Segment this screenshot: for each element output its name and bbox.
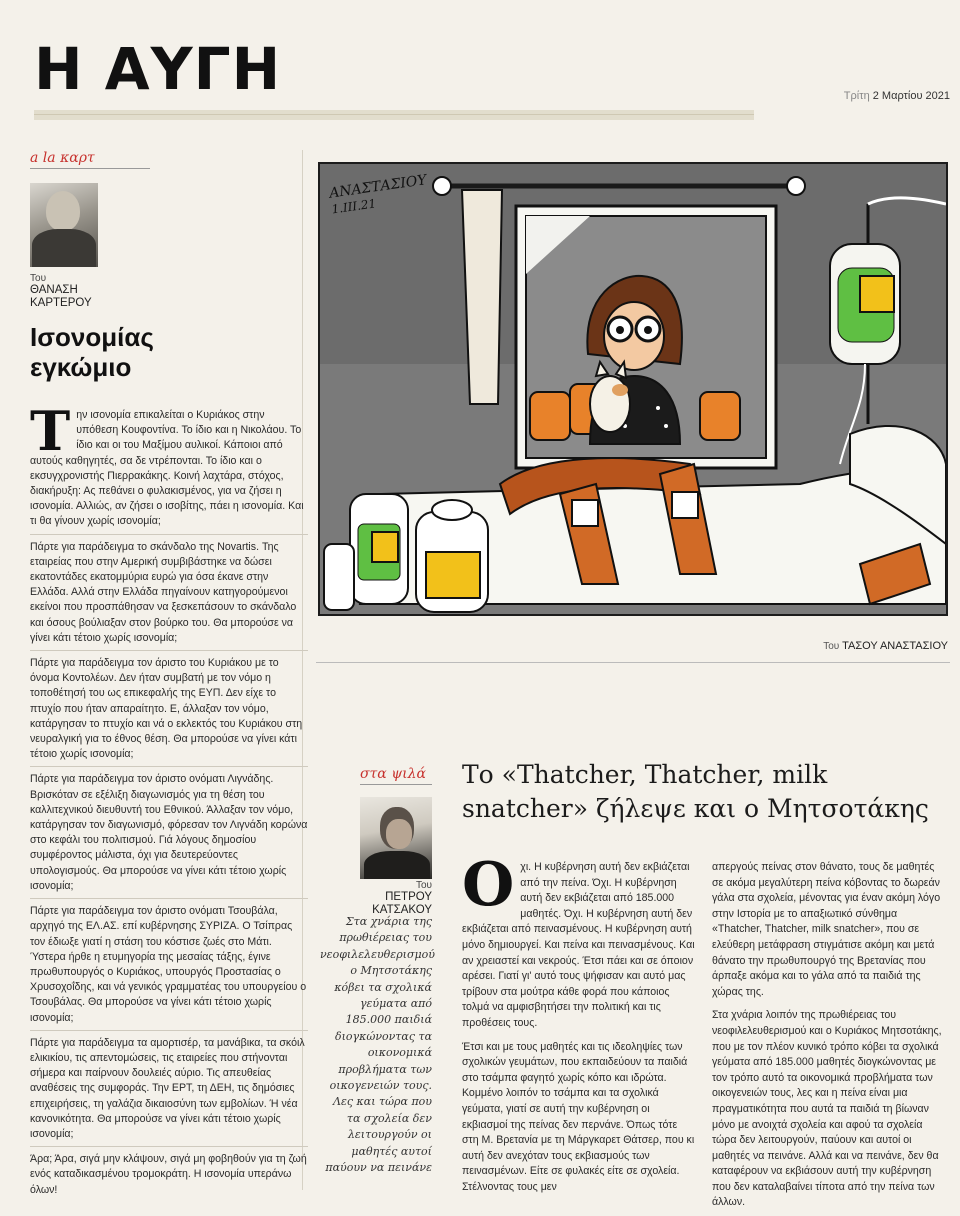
- author-photo: [360, 797, 432, 879]
- cartoon-date: 1.III.21: [330, 196, 377, 217]
- article-paragraph: Πάρτε για παράδειγμα τον άριστο ονόματι Λιγνάδης. Βρισκόταν σε εξέλιξη διαγωνισμός για τη θέση του καλλιτεχνικού διευθυντή του Εθνικού. Άλλαξαν τον νόμο, κατάργησαν τον διαγωνισμό, φόρεσαν τον Λιγνάδη κορώνα στο κεφάλι του πολιτισμού. Γιά λόγους δημοσίου συμφέροντος μάλιστα, όχι για δευτερεύοντες υπολογισμούς. Θα μπορούσε να γίνει κάτι τέτοιο χωρίς ισονομία;: [30, 772, 308, 899]
- rubric-underline: [30, 168, 150, 169]
- article-column-2: [712, 860, 948, 1216]
- byline-prefix: Του: [30, 273, 47, 284]
- article-headline: Ισονομίας εγκώμιο: [30, 322, 154, 382]
- column-rubric: στα ψιλά: [360, 766, 427, 782]
- article-column-1: [462, 850, 696, 1203]
- author-name: ΘΑΝΑΣΗ ΚΑΡΤΕΡΟΥ: [30, 284, 92, 309]
- article-paragraph: Οχι. Η κυβέρνηση αυτή δεν εκβιάζεται από την πείνα. Όχι. Η κυβέρνηση αυτή δεν εκβιάζεται από 185.000 μαθητές. Όχι. Η κυβέρνηση αυτή δεν εκβιάζεται από πεινασμένους. Η κυβέρνηση αυτή μόνο δημιουργεί. Και πείνα και πεινασμένους. Και αν χρειαστεί και νεκρούς. Έτσι πάει και σε όποιον αρέσει. Γιατί γι' αυτό τους ψήφισαν και αυτό μας τρίβουν στα μούτρα κάθε φορά που κάποιος τολμά να αμφισβητήσει την πολιτική και τις προθέσεις τους.: [462, 850, 695, 1029]
- cartoonist-name: ΤΑΣΟΥ ΑΝΑΣΤΑΣΙΟΥ: [842, 640, 948, 652]
- cartoon-credit: [823, 640, 948, 652]
- rubric-underline: [360, 784, 432, 785]
- author-photo-body: [364, 851, 430, 879]
- author-name: ΠΕΤΡΟΥ ΚΑΤΣΑΚΟΥ: [372, 891, 432, 916]
- article-paragraph: Άρα; Άρα, σιγά μην κλάψουν, σιγά μη φοβηθούν για τη ζωή ενός καταδικασμένου τρομοκράτη. Η ισονομία υπεράνω όλων!: [30, 1153, 307, 1196]
- issue-date: [844, 90, 950, 102]
- editorial-cartoon: [318, 162, 948, 616]
- cartoon-illustration: [320, 164, 946, 614]
- dropcap: Τ: [30, 399, 71, 463]
- author-photo: [30, 183, 98, 267]
- article-paragraph: Πάρτε για παράδειγμα τα αμορτισέρ, τα μανάβικα, τα σκόιλ ελικικίου, τις απεντομώσεις, τις εταιρείες που στήνονται σήμερα και παίρνουν δουλειές αύριο. Τις απευθείας αναθέσεις της συμφοράς. Την ΕΡΤ, τη ΔΕΗ, τις δημόσιες επιχειρήσεις, τη γαλάζια δικαιοσύνη των εμβολίων. Ή νέα κανονικότητα. Θα μπορούσε να γίνει κάτι τέτοιο χωρίς ισονομία;: [30, 1036, 308, 1147]
- author-photo-body: [32, 229, 96, 267]
- article-paragraph: Την ισονομία επικαλείται ο Κυριάκος στην υπόθεση Κουφοντίνα. Το ίδιο και η Νικολάου. Το ίδιο και οι του Μαξίμου αυλικοί. Κάποιοι από αυτούς καθηγητές, σα δε ντρέπονται. Το ίδιο και ο εκσυγχρονιστής Πιερρακάκης. Κοινή λαχτάρα, στόχος, διακήρυξη: Ας πεθάνει ο φυλακισμένος, για να ζήσει η ισονομία. Αλλιώς, αν ζήσει ο ισοβίτης, πάει η ισονομία. Και τι θα γίνουν χωρίς ισονομία;: [30, 408, 308, 535]
- issue-date-text: 2 Μαρτίου 2021: [872, 90, 950, 102]
- dropcap: Ο: [462, 850, 515, 920]
- column-rubric: a la καρτ: [30, 150, 95, 166]
- right-byline: [320, 880, 432, 917]
- article-paragraph: Πάρτε για παράδειγμα τον άριστο του Κυριάκου με το όνομα Κοντολέων. Δεν ήταν συμβατή με τον νόμο η τοποθέτησή του ως επικεφαλής της ΕΥΠ. Δεν είχε το πτυχίο που ήταν απαραίτητο. Ε, άλλαξαν τον νόμο, κατάργησαν το πτυχίο και νά ο εκλεκτός του Κυριάκου στη νευραλγική για το έθνος θέση. Θα μπορούσε να γίνει κάτι τέτοιο χωρίς ισονομία;: [30, 656, 308, 767]
- author-photo-face: [386, 819, 412, 849]
- article-paragraph: Πάρτε για παράδειγμα τον άριστο ονόματι Τσουβάλα, αρχηγό της ΕΛ.ΑΣ. επί κυβέρνησης ΣΥΡΙΖΑ. Ο Τσίπρας τον έδιωξε γιατί η στάση του κόστισε ζωές στο Μάτι. Ύστερα ήρθε η ετυμηγορία της μεσαίας τάξης, έγινε πρωθυπουργός ο Κυριάκος, υπουργός Προστασίας ο Χρυσοχοΐδης, και νά γενικός γραμματέας του υπουργείου ο Τσουβάλας. Θα μπορούσε να γίνει κάτι τέτοιο χωρίς ισονομία;: [30, 904, 308, 1031]
- article-paragraph: Πάρτε για παράδειγμα το σκάνδαλο της Novartis. Της εταιρείας που στην Αμερική συμβιβάστηκε να δώσει εκατοντάδες εκατομμύρια ευρώ για όσα έκανε στην Ελλάδα. Αλλά στην Ελλάδα πηγαίνουν κατηγορούμενοι εκείνοι που προσπάθησαν να ξεσκεπάσουν το σκάνδαλο και όσους βούλιαξαν στον βούρκο του. Θα μπορούσε να γίνει κάτι τέτοιο χωρίς ισονομία;: [30, 540, 308, 651]
- right-article-rubric-box: [360, 766, 432, 879]
- article-excerpt: Στα χνάρια της πρωθιέρειας του νεοφιλελευθερισμού ο Μητσοτάκης κόβει τα σχολικά γεύματα από 185.000 παιδιά διογκώνοντας τα οικονομικά προβλήματα των οικογενειών τους. Λες και τώρα που τα σχολεία δεν λειτουργούν οι μαθητές αυτοί παύουν να πεινάνε: [320, 915, 435, 1175]
- newspaper-masthead: Η ΑΥΓΗ: [34, 35, 282, 103]
- author-photo-head: [46, 191, 80, 231]
- article-paragraph: Στα χνάρια λοιπόν της πρωθιέρειας του νεοφιλελευθερισμού και ο Κυριάκος Μητσοτάκης, που με τον πλέον κυνικό τρόπο κόβει τα σχολικά γεύματα από 185.000 μαθητές διογκώνοντας με τον τρόπο αυτό τα οικονομικά προβλήματα των οικογενειών τους, λες και η πείνα είναι μια πραγματικότητα που αυτά τα παιδιά τη βίωναν μόνο με ανοιχτά σχολεία και αφού τα σχολεία τώρα δεν λειτουργούν, παύουν και αυτοί οι μαθητές να πεινάνε. Αλλά και να πεινάνε, δεν θα καταφέρουν να εκβιάσουν αυτή την κυβέρνηση που δεν καταλαβαίνει τίποτα από την πείνα των άλλων.: [712, 1009, 942, 1209]
- issue-day: Τρίτη: [843, 90, 870, 102]
- byline-prefix: Του: [415, 880, 432, 891]
- cartoonist-signature: ΑΝΑΣΤΑΣΙΟΥ: [328, 172, 428, 202]
- article-headline: Το «Thatcher, Thatcher, milk snatcher» ζήλεψε και ο Μητσοτάκης: [462, 760, 929, 823]
- article-paragraph: Έτσι και με τους μαθητές και τις ιδεοληψίες των σχολικών γευμάτων, που εκπαιδεύουν τα παιδιά στο τσάμπα φαγητό χωρίς κόπο και ιδρώτα. Κομμένο λοιπόν το τσάμπα και τα σχολικά γεύματα, γιατί σε αυτή την κυβέρνηση οι εκβιασμοί της πείνας δεν περνάνε. Όπως τότε στη Μ. Βρετανία με τη Μάργκαρετ Θάτσερ, που κι αυτή δεν ανεχόταν τους εκβιασμούς των πεινασμένων. Είτε σε φυλακές είτε σε σχολεία. Στέλνοντας τους μεν: [462, 1040, 695, 1193]
- section-rule: [316, 662, 950, 663]
- masthead-rule: [34, 110, 754, 120]
- left-article: [30, 150, 308, 1207]
- article-body: [30, 399, 308, 1202]
- article-paragraph: απεργούς πείνας στον θάνατο, τους δε μαθητές σε ακόμα μεγαλύτερη πείνα κόβοντας το δωρεάν γάλα στα σχολεία, μένοντας για έναν ακόμη λόγο στην Ιστορία με το απαξιωτικό σύνθημα «Thatcher, Thatcher, milk snatcher», που σε ελεύθερη μετάφραση στιγμάτισε ακόμη και μετά θάνατο την πρωθυπουργό της Βρετανίας που άρπαξε ακόμα και το γάλα από τα παιδιά της χώρας της.: [712, 861, 941, 998]
- cartoon-credit-prefix: Του: [823, 641, 840, 652]
